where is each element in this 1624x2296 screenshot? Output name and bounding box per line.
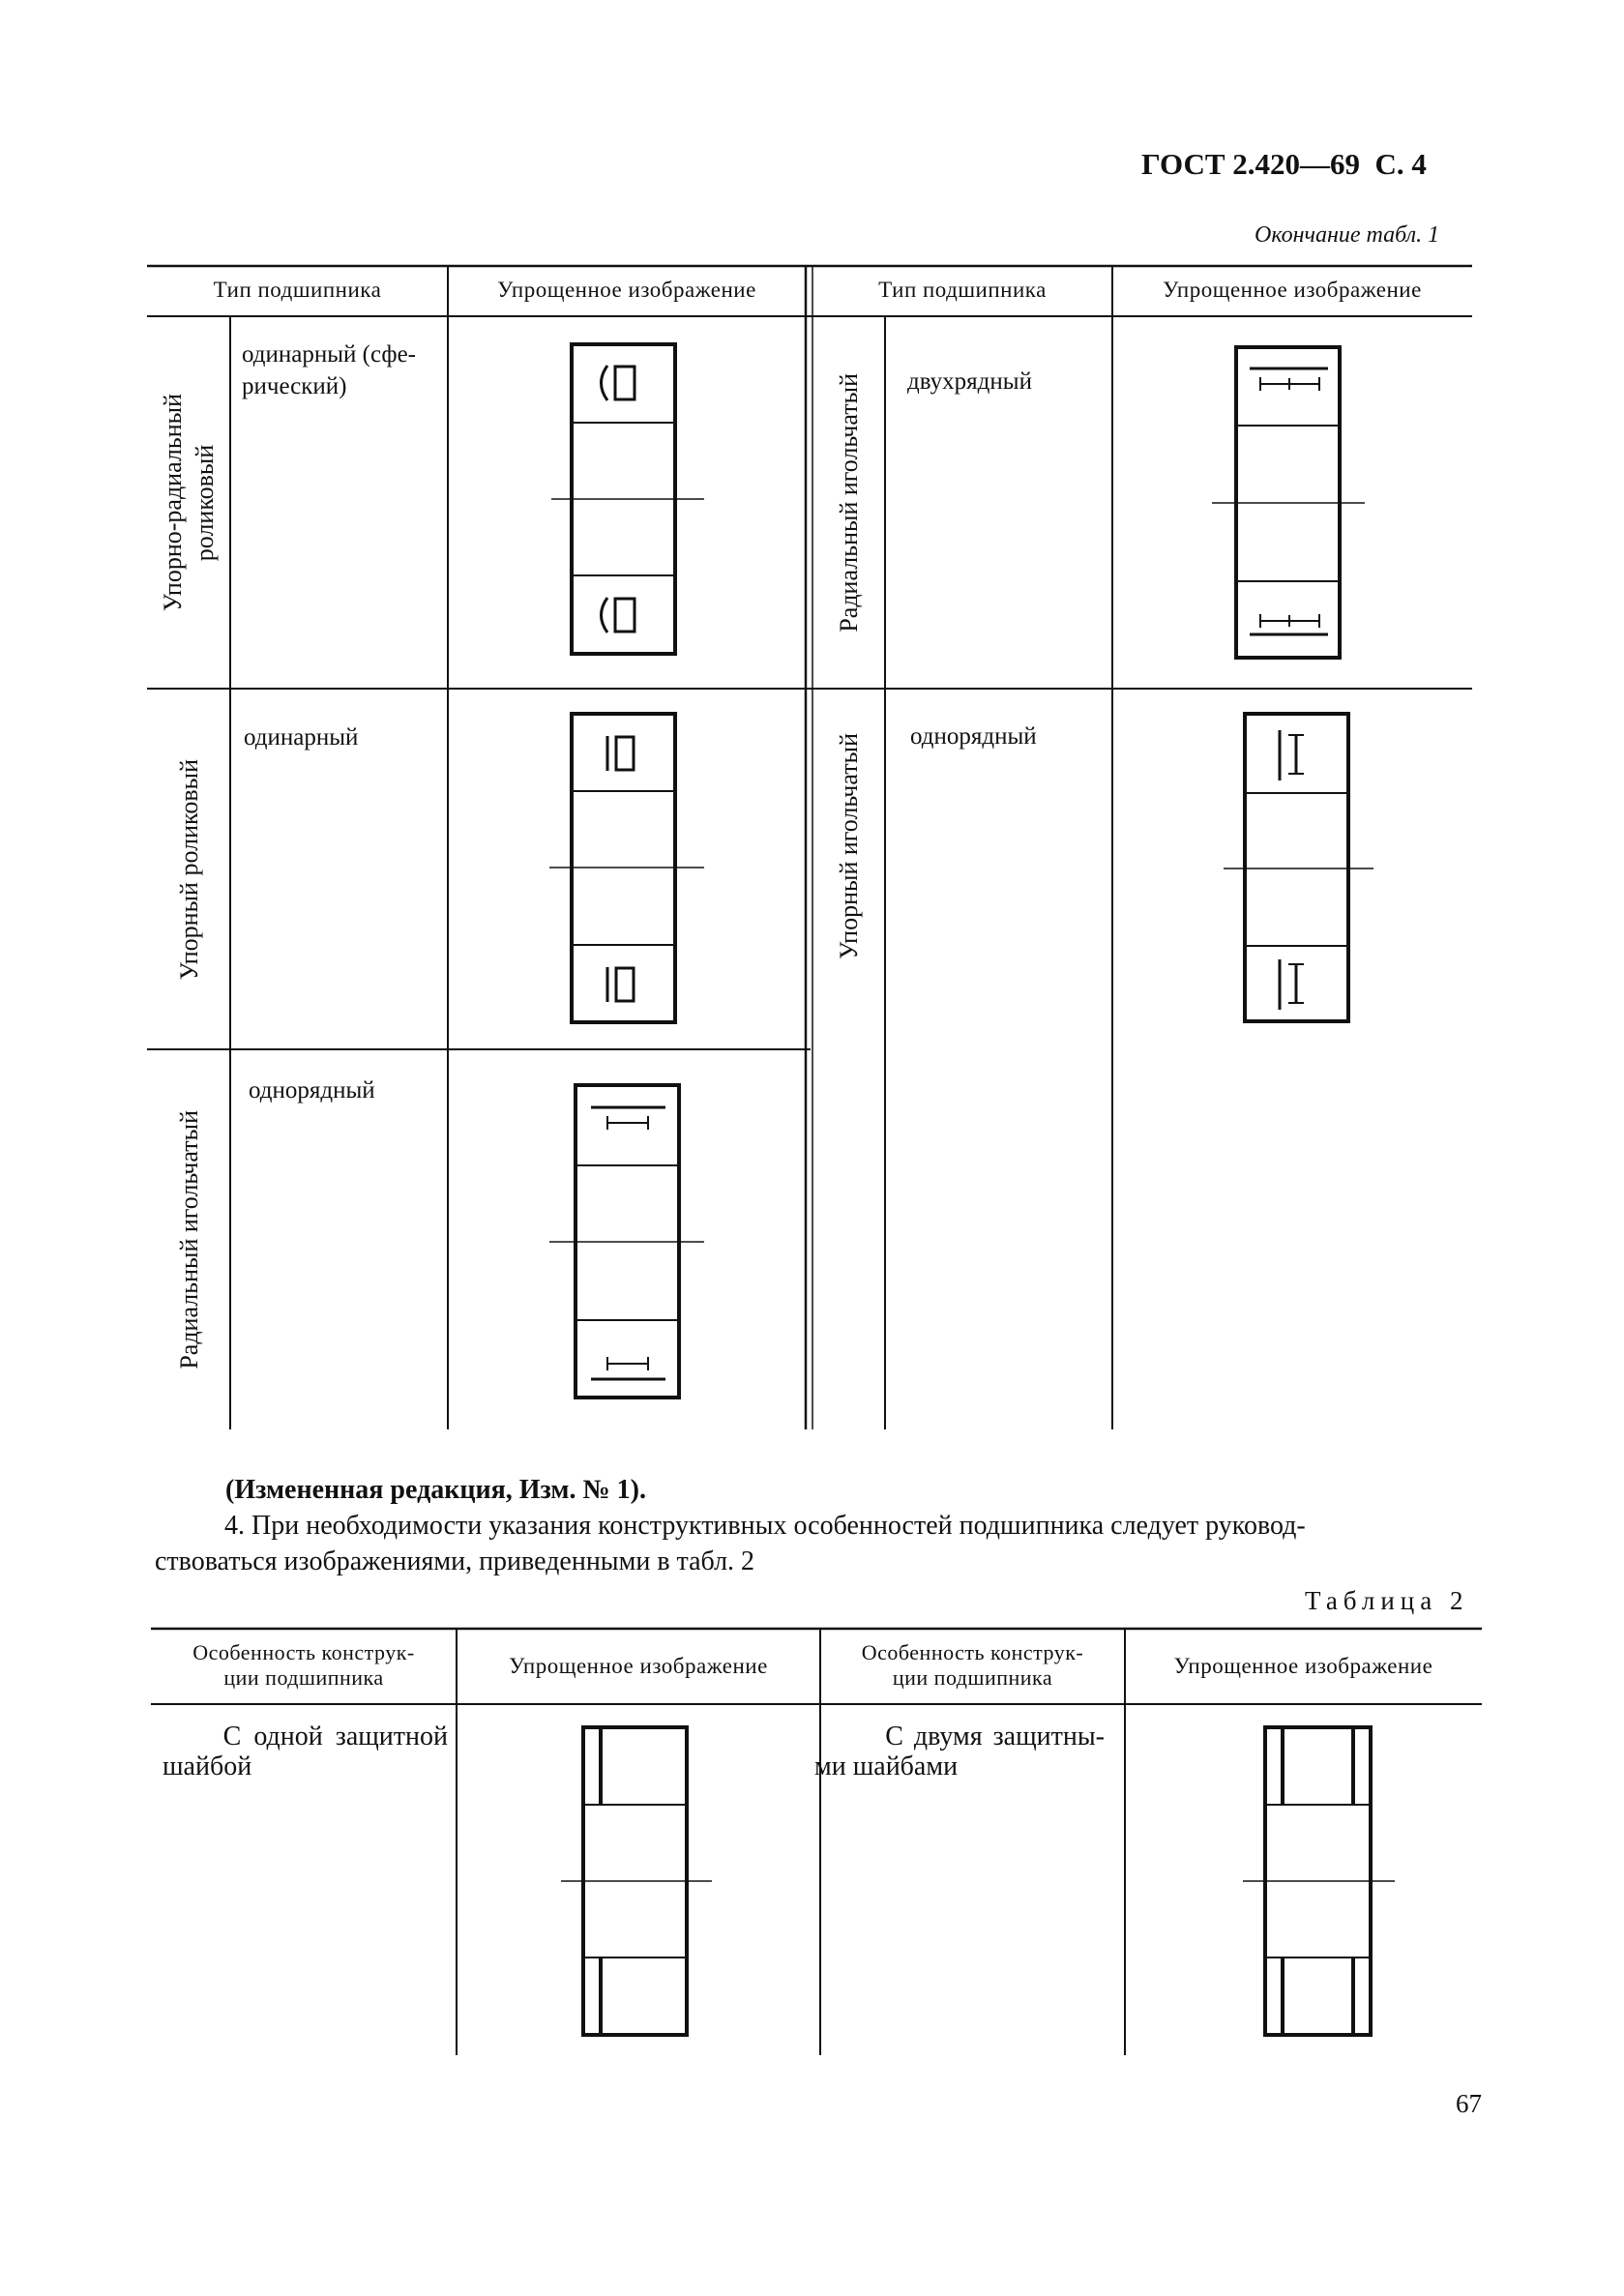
amendment-note: (Измененная редакция, Изм. № 1). [225,1475,646,1505]
header-line2: ции подшипника [223,1665,384,1690]
cell-line1: С одной защитной [222,1722,448,1751]
bearing-symbol-spherical-roller-icon [551,344,704,654]
table2-caption: Таблица 2 [1305,1586,1469,1615]
bearing-symbol-needle-double-row-icon [1212,347,1365,658]
subtype-line2: рический) [242,373,347,399]
group-label-text: Упорный роликовый [174,758,203,981]
table1-subtype-single: одинарный [244,724,359,751]
table2-header-image-right: Упрощенное изображение [1173,1654,1433,1678]
paragraph-4-line1: 4. При необходимости указания конструктивных особенностей подшипника следует руковод- [224,1511,1306,1541]
group-label-line2: роликовый [191,444,219,562]
bearing-symbol-one-shield-icon [561,1727,712,2035]
table1-subtype-single-row-left: однорядный [249,1077,375,1104]
table-continuation-note: Окончание табл. 1 [1255,222,1440,248]
page-reference: С. 4 [1374,147,1427,181]
group-label-text: Радиальный игольчатый [835,373,863,633]
table2-header-feature-left [151,1640,457,1691]
table1-group-label-thrust-needle [812,692,885,1001]
header-line1: Особенность конструк- [861,1640,1084,1664]
cell-line2: ми шайбами [814,1751,959,1781]
table1-group-label-thrust-roller [147,692,230,1047]
table1-header-image-left: Упрощенное изображение [497,278,756,302]
table1-header-type-right: Тип подшипника [878,278,1047,302]
page-number: 67 [1456,2089,1482,2118]
table2-header-feature-right [820,1640,1125,1691]
header-line1: Особенность конструк- [192,1640,415,1664]
header-line2: ции подшипника [892,1665,1053,1690]
table2-cell-two-shields [814,1722,1105,1781]
table1-group-label-radial-needle-right [812,319,885,687]
bearing-symbol-radial-needle-icon [549,1085,704,1398]
table2-cell-one-shield [162,1722,448,1781]
group-label-line1: Упорно-радиальный [159,394,187,612]
paragraph-4-line2: ствоваться изображениями, приведенными в табл. 2 [155,1546,755,1576]
group-label-text: Радиальный игольчатый [174,1110,203,1369]
bearing-symbol-thrust-roller-icon [549,714,704,1022]
table1-group-label-radial-needle-left [147,1052,230,1428]
bearing-symbol-two-shields-icon [1243,1727,1395,2035]
table1-subtype-spherical [242,339,445,402]
table1-header-type-left: Тип подшипника [213,278,382,302]
table1-header-image-right: Упрощенное изображение [1163,278,1422,302]
cell-line1: С двумя защитны- [885,1722,1105,1751]
subtype-line1: одинарный (сфе- [242,341,417,368]
table1-subtype-double-row: двухрядный [907,368,1032,395]
group-label-text: Упорный игольчатый [835,733,863,959]
table1-subtype-single-row-right: однорядный [910,723,1037,750]
standard-number: ГОСТ 2.420—69 [1141,147,1361,181]
bearing-symbol-thrust-needle-icon [1224,714,1373,1021]
table1-group-label-thrust-radial-roller [147,319,230,687]
table1-grid [147,266,1472,1429]
cell-line2: шайбой [162,1751,252,1781]
table2-header-image-left: Упрощенное изображение [509,1654,768,1678]
